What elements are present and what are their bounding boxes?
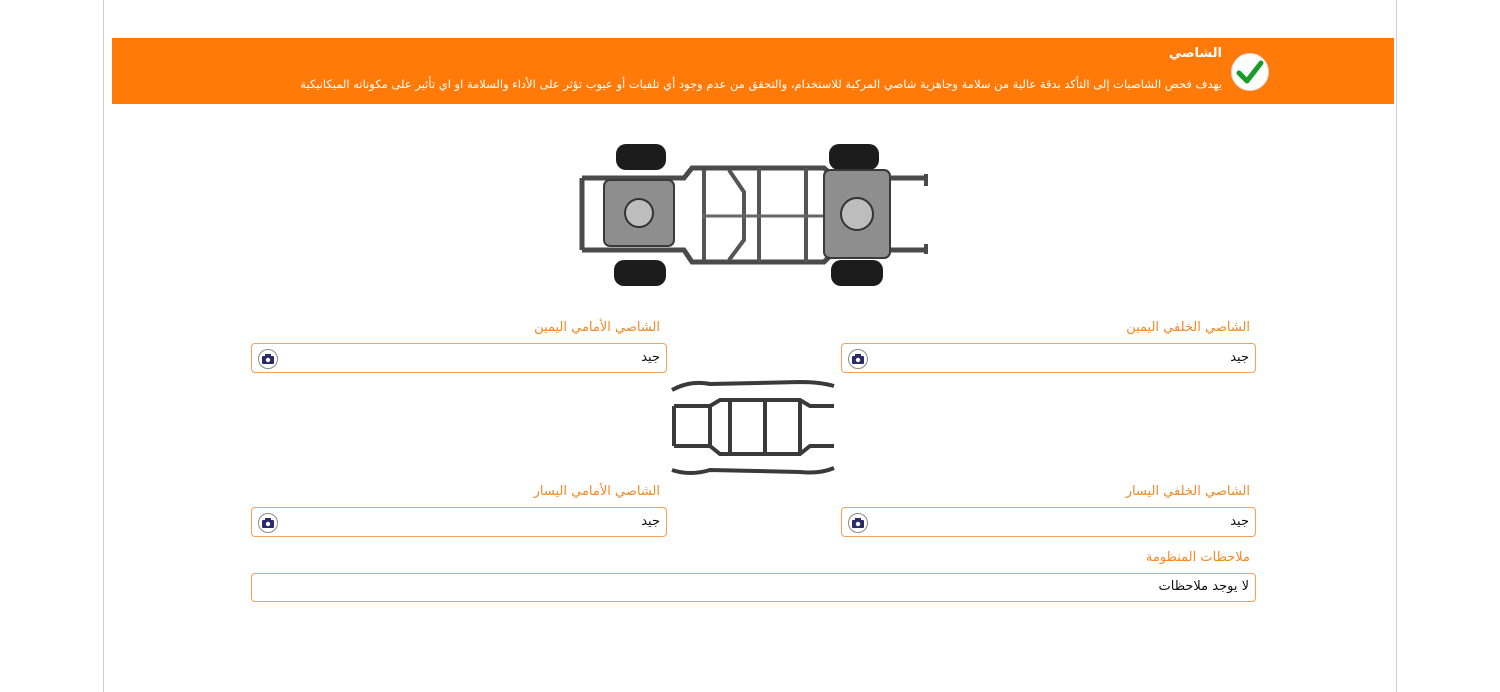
system-notes-label: ملاحظات المنظومة bbox=[1145, 550, 1250, 565]
front-right-chassis-label: الشاصي الأمامي اليمين bbox=[534, 320, 660, 335]
system-notes-value: لا يوجد ملاحظات bbox=[1158, 579, 1249, 594]
camera-icon[interactable] bbox=[258, 513, 278, 533]
camera-icon[interactable] bbox=[258, 349, 278, 369]
front-left-chassis-label: الشاصي الأمامي اليسار bbox=[533, 484, 660, 499]
rear-left-chassis-label: الشاصي الخلفي اليسار bbox=[1125, 484, 1250, 499]
chassis-top-view-image bbox=[574, 140, 930, 290]
section-description: يهدف فحص الشاصيات إلى التأكد بدقة عالية من سلامة وجاهزية شاصي المركبة للاستخدام، والتحقق من عدم وجود أي تلفيات أو عيوب تؤثر على الأداء والسلامة او اي تأثير على مكوناته الميكانيكية bbox=[300, 77, 1222, 91]
rear-right-chassis-field[interactable] bbox=[841, 343, 1256, 373]
system-notes-field[interactable] bbox=[251, 573, 1256, 602]
rear-left-chassis-field[interactable] bbox=[841, 507, 1256, 537]
front-right-chassis-field[interactable] bbox=[251, 343, 667, 373]
rear-right-chassis-value: جيد bbox=[1230, 350, 1249, 365]
rear-right-chassis-label: الشاصي الخلفي اليمين bbox=[1126, 320, 1250, 335]
front-right-chassis-value: جيد bbox=[641, 350, 660, 365]
check-icon bbox=[1231, 53, 1269, 91]
camera-icon[interactable] bbox=[848, 513, 868, 533]
chassis-frame-image bbox=[670, 376, 836, 480]
section-title: الشاصي bbox=[1168, 46, 1222, 61]
front-left-chassis-value: جيد bbox=[641, 514, 660, 529]
rear-left-chassis-value: جيد bbox=[1230, 514, 1249, 529]
camera-icon[interactable] bbox=[848, 349, 868, 369]
front-left-chassis-field[interactable] bbox=[251, 507, 667, 537]
